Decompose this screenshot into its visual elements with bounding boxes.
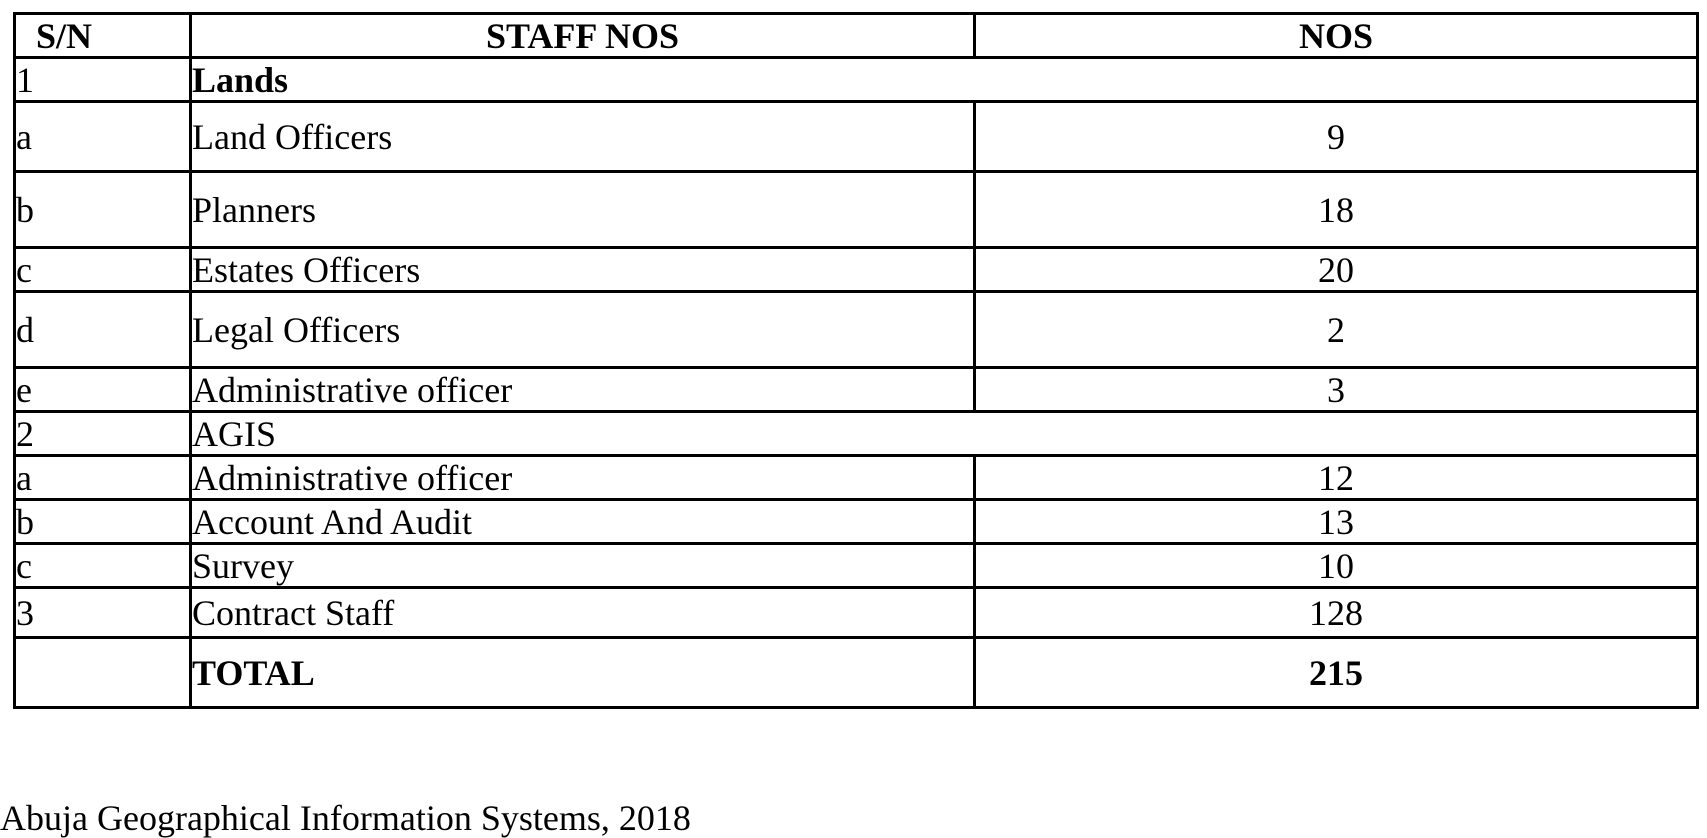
staff-name-cell: Planners [191,172,975,248]
section-title: AGIS [191,412,1698,456]
table-row [15,456,1698,500]
staff-name-cell: Survey [191,544,975,588]
count-cell: 2 [975,292,1698,368]
count-cell: 128 [975,588,1698,638]
sn-cell: c [15,248,191,292]
sn-cell: 3 [15,588,191,638]
count-cell: 9 [975,102,1698,172]
header-row [15,14,1698,58]
staff-name-cell: Account And Audit [191,500,975,544]
total-row [15,638,1698,708]
source-caption: Abuja Geographical Information Systems, 2018 [0,798,691,838]
sn-cell: d [15,292,191,368]
staff-table [13,12,1699,709]
count-cell: 12 [975,456,1698,500]
table-row [15,248,1698,292]
count-cell: 10 [975,544,1698,588]
table-row [15,172,1698,248]
sn-cell: 1 [15,58,191,102]
sn-cell: c [15,544,191,588]
table-row [15,102,1698,172]
sn-cell: 2 [15,412,191,456]
staff-name-cell: Estates Officers [191,248,975,292]
header-sn: S/N [15,14,191,58]
section-row [15,58,1698,102]
sn-cell: b [15,500,191,544]
count-cell: 3 [975,368,1698,412]
sn-cell: a [15,456,191,500]
sn-cell: a [15,102,191,172]
table-row [15,500,1698,544]
sn-cell [15,638,191,708]
section-row [15,412,1698,456]
sn-cell: b [15,172,191,248]
staff-name-cell: Administrative officer [191,456,975,500]
header-staff-nos: STAFF NOS [191,14,975,58]
total-value: 215 [975,638,1698,708]
count-cell: 20 [975,248,1698,292]
staff-name-cell: Land Officers [191,102,975,172]
count-cell: 13 [975,500,1698,544]
sn-cell: e [15,368,191,412]
staff-name-cell: Legal Officers [191,292,975,368]
staff-name-cell: Contract Staff [191,588,975,638]
count-cell: 18 [975,172,1698,248]
header-nos: NOS [975,14,1698,58]
table-row [15,292,1698,368]
table-row [15,368,1698,412]
total-label: TOTAL [191,638,975,708]
section-title: Lands [191,58,1698,102]
table-row [15,588,1698,638]
staff-name-cell: Administrative officer [191,368,975,412]
table-row [15,544,1698,588]
